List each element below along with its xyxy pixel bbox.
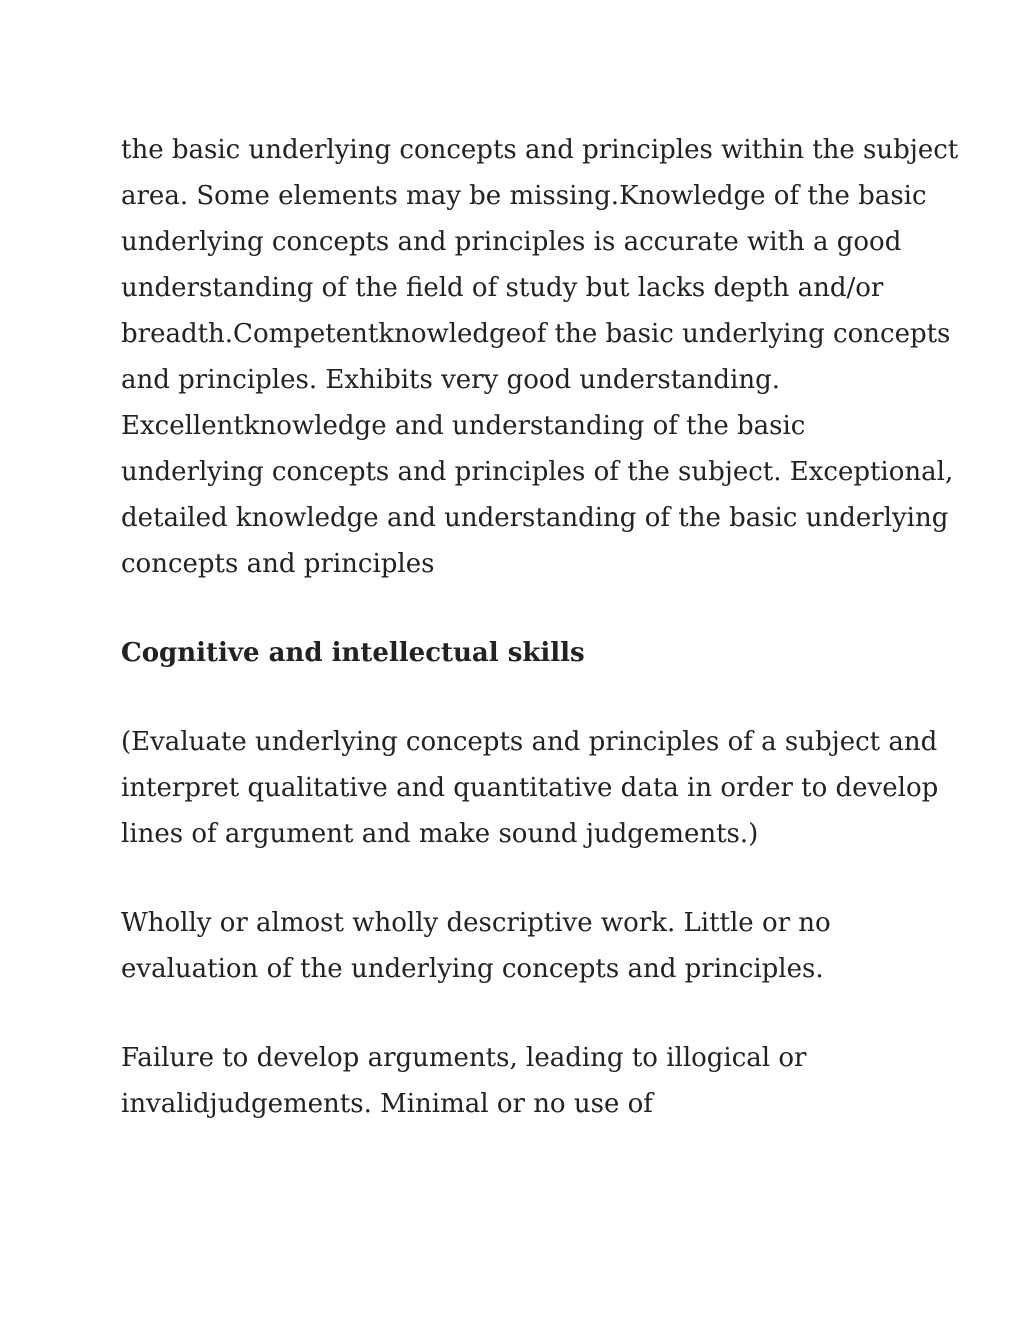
text-line: underlying concepts and principles is accurate with a good [121,227,902,257]
paragraph-skills-description [121,719,939,857]
paragraph-knowledge-criteria [121,127,959,587]
text-line: interpret qualitative and quantitative data in order to develop [121,773,939,803]
text-line: Wholly or almost wholly descriptive work. Little or no [121,908,831,938]
text-line: understanding of the field of study but lacks depth and/or [121,273,884,303]
text-line: breadth.Competentknowledgeof the basic underlying concepts [121,319,951,349]
document-page [121,127,959,1170]
text-line: area. Some elements may be missing.Knowledge of the basic [121,181,927,211]
text-line: lines of argument and make sound judgements.) [121,819,759,849]
paragraph-descriptive-work [121,900,921,992]
text-line: and principles. Exhibits very good understanding. [121,365,781,395]
paragraph-failure-arguments [121,1035,921,1127]
text-line: concepts and principles [121,549,435,579]
text-line: invalidjudgements. Minimal or no use of [121,1089,653,1119]
text-line: evaluation of the underlying concepts and principles. [121,954,824,984]
text-line: Excellentknowledge and understanding of the basic [121,411,806,441]
text-line: underlying concepts and principles of the subject. Exceptional, [121,457,954,487]
section-heading: Cognitive and intellectual skills [121,638,585,668]
text-line: (Evaluate underlying concepts and principles of a subject and [121,727,938,757]
text-line: detailed knowledge and understanding of the basic underlying [121,503,949,533]
text-line: Failure to develop arguments, leading to illogical or [121,1043,807,1073]
text-line: the basic underlying concepts and principles within the subject [121,135,959,165]
